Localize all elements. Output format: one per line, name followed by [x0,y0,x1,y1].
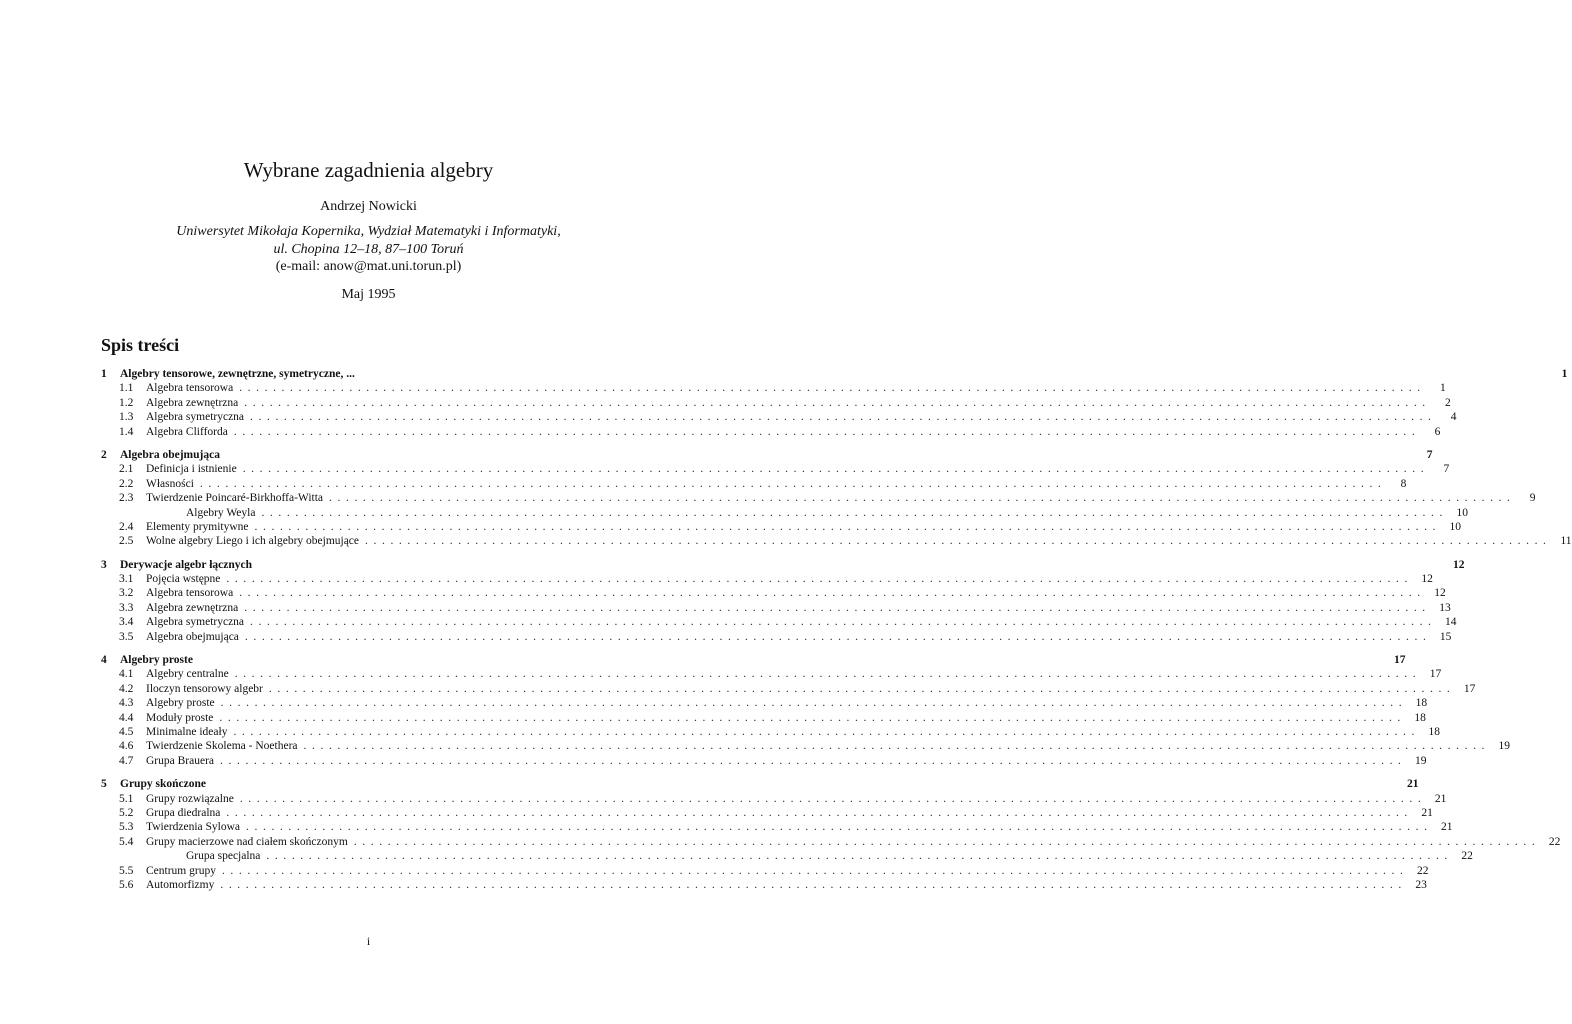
dot-leader: ............................................................................................................................................ [353,835,1541,848]
toc-entry-row[interactable] [101,711,1426,725]
table-of-contents [101,367,1572,892]
toc-page-number: 12 [1421,573,1433,586]
toc-page-number: 12 [1453,558,1465,571]
toc-entry-row[interactable] [101,425,1441,439]
toc-page-number: 14 [1445,616,1457,629]
toc-entry-number: 1.3 [119,411,134,424]
toc-entry-row[interactable] [101,739,1511,753]
toc-chapter-title: Algebra obejmująca [120,448,220,461]
author-name: Andrzej Nowicki [320,199,417,214]
toc-entry-row[interactable] [101,491,1536,505]
toc-page-number: 8 [1400,477,1407,490]
toc-entry-row[interactable] [101,506,1468,520]
toc-entry-row[interactable] [101,572,1433,586]
toc-page-number: 17 [1429,668,1442,681]
toc-page-number: 6 [1434,425,1441,438]
toc-entry-title: Algebra zewnętrzna [146,396,239,409]
toc-entry-title: Grupa diedralna [146,806,221,819]
toc-page-number: 21 [1441,821,1453,834]
toc-entry-number: 5.3 [119,821,134,834]
document-title: Wybrane zagadnienia algebry [243,158,494,182]
toc-entry-row[interactable] [101,835,1561,849]
toc-page-number: 1 [1561,368,1568,380]
toc-entry-title: Pojęcia wstępne [146,573,221,586]
toc-page-number: 17 [1463,682,1476,695]
toc-entry-row[interactable] [101,696,1428,710]
toc-entry-number: 4.2 [119,682,134,695]
toc-entry-number: 1.2 [119,396,134,409]
toc-page-number: 21 [1434,792,1447,805]
toc-page-number: 4 [1450,411,1457,424]
dot-leader: ............................................................................................................................................ [220,697,1408,710]
toc-entry-row[interactable] [101,462,1450,476]
toc-page-number: 18 [1428,725,1440,738]
toc-entry-row[interactable] [101,820,1453,834]
toc-entry-title: Elementy prymitywne [146,520,249,533]
dot-leader: ............................................................................................................................................ [329,492,1516,505]
dot-leader: ............................................................................................................................................ [250,411,1437,424]
toc-entry-title: Definicja i istnienie [146,463,237,476]
toc-entry-number: 1.1 [119,382,134,395]
dot-leader: ............................................................................................................................................ [254,520,1442,533]
toc-chapter-title: Derywacje algebr łącznych [120,558,252,571]
toc-entry-title: Algebra symetryczna [146,411,245,424]
toc-entry-row[interactable] [101,601,1451,615]
toc-chapter-number: 5 [101,778,107,791]
toc-chapter-row[interactable] [101,777,1419,791]
toc-entry-number: 3.5 [119,630,134,643]
dot-leader: ............................................................................................................................................ [226,806,1413,819]
toc-page-number: 18 [1415,697,1428,710]
toc-entry-number: 2.2 [119,477,134,490]
toc-entry-row[interactable] [101,381,1446,395]
toc-entry-row[interactable] [101,754,1427,768]
toc-entry-row[interactable] [101,520,1462,534]
toc-entry-row[interactable] [101,849,1473,863]
toc-entry-number: 3.1 [119,573,134,586]
toc-entry-row[interactable] [101,725,1440,739]
toc-entry-title: Wolne algebry Liego i ich algebry obejmujące [146,535,360,548]
toc-entry-title: Twierdzenie Poincaré-Birkhoffa-Witta [146,492,324,505]
toc-entry-row[interactable] [101,667,1442,681]
dot-leader: ............................................................................................................................................ [226,573,1413,586]
toc-entry-row[interactable] [101,410,1457,424]
toc-page-number: 15 [1439,630,1452,643]
toc-entry-row[interactable] [101,630,1452,644]
toc-entry-number: 5.6 [119,878,134,891]
toc-chapter-title: Algebry proste [120,654,193,667]
toc-entry-title: Algebra Clifforda [146,425,228,438]
toc-chapter-number: 3 [101,558,107,571]
dot-leader: ............................................................................................................................................ [239,587,1426,600]
dot-leader: ............................................................................................................................................ [219,711,1406,724]
toc-entry-title: Centrum grupy [146,864,216,877]
affiliation-line-1: Uniwersytet Mikołaja Kopernika, Wydział Matematyki i Informatyki, [176,224,561,239]
affiliation-line-2: ul. Chopina 12–18, 87–100 Toruń [273,242,464,257]
toc-chapter-row[interactable] [101,367,1568,381]
toc-page-number: 19 [1415,754,1427,767]
dot-leader: ............................................................................................................................................ [239,792,1427,805]
toc-entry-title: Algebry centralne [146,668,229,681]
toc-page-number: 23 [1415,878,1427,891]
toc-entry-row[interactable] [101,615,1457,629]
toc-entry-number: 2.4 [119,520,134,533]
toc-page-number: 17 [1393,654,1406,667]
dot-leader: ............................................................................................................................................ [244,630,1432,643]
toc-page-number: 13 [1439,601,1451,614]
toc-page-number: 19 [1498,740,1511,753]
toc-chapter-number: 2 [101,448,107,461]
publication-date: Maj 1995 [341,287,396,302]
toc-entry-title: Algebra symetryczna [146,616,245,629]
toc-page-number: 18 [1414,711,1426,724]
toc-entry-number: 2.1 [119,463,134,476]
toc-entry-number: 5.5 [119,864,134,877]
toc-entry-row[interactable] [101,477,1407,491]
toc-entry-number: 5.1 [119,792,134,805]
dot-leader: ............................................................................................................................................ [365,535,1552,548]
toc-page-number: 1 [1439,382,1446,395]
toc-entry-number: 3.4 [119,616,134,629]
toc-entry-title: Algebra zewnętrzna [146,601,239,614]
toc-entry-title: Algebry proste [146,697,215,710]
dot-leader: ............................................................................................................................................ [244,601,1431,614]
dot-leader: ............................................................................................................................................ [199,477,1387,490]
author-email: (e-mail: anow@mat.uni.torun.pl) [275,259,462,274]
toc-entry-row[interactable] [101,806,1433,820]
dot-leader: ............................................................................................................................................ [261,506,1448,519]
toc-entry-row[interactable] [101,682,1476,696]
toc-chapter-number: 1 [101,368,107,380]
dot-leader: ............................................................................................................................................ [220,754,1407,767]
toc-entry-title: Grupa specjalna [186,850,261,863]
dot-leader: ............................................................................................................................................ [233,725,1420,738]
dot-leader: ............................................................................................................................................ [234,668,1422,681]
toc-chapter [101,777,1561,892]
dot-leader: ............................................................................................................................................ [233,425,1421,438]
toc-page-number: 10 [1456,506,1468,519]
toc-page-number: 2 [1445,396,1451,409]
toc-chapter [101,448,1572,549]
toc-page-number: 9 [1529,492,1536,505]
toc-entry-number: 4.6 [119,740,134,753]
toc-entry-title: Iloczyn tensorowy algebr [146,682,263,695]
toc-chapter-row[interactable] [101,653,1406,667]
toc-entry-title: Algebra tensorowa [146,382,234,395]
toc-page-number: 22 [1548,835,1561,848]
toc-page-number: 10 [1449,520,1462,533]
dot-leader: ............................................................................................................................................ [266,850,1453,863]
toc-chapter [101,558,1465,644]
toc-entry-title: Grupy rozwiązalne [146,792,234,805]
toc-entry-number: 4.3 [119,697,134,710]
toc-chapter-row[interactable] [101,448,1433,462]
toc-entry-number: 4.1 [119,668,134,681]
toc-page-number: 7 [1443,463,1450,476]
toc-entry-title: Automorfizmy [146,878,215,891]
dot-leader: ............................................................................................................................................ [242,463,1430,476]
toc-heading: Spis treści [101,335,180,355]
toc-page-number: 21 [1421,806,1433,819]
dot-leader: ............................................................................................................................................ [268,682,1456,695]
toc-entry-row[interactable] [101,792,1447,806]
toc-entry-number: 4.5 [119,725,134,738]
toc-entry-row[interactable] [101,586,1446,600]
toc-entry-number: 4.4 [119,711,134,724]
toc-entry-title: Algebra tensorowa [146,587,234,600]
toc-page-number: 22 [1461,850,1473,863]
toc-entry-title: Grupy macierzowe nad ciałem skończonym [146,835,348,848]
dot-leader: ............................................................................................................................................ [246,821,1433,834]
toc-page-number: 7 [1426,448,1433,461]
dot-leader: ............................................................................................................................................ [239,382,1426,395]
toc-chapter-title: Grupy skończone [120,778,206,791]
dot-leader: ............................................................................................................................................ [303,740,1491,753]
toc-entry-title: Własności [146,477,194,490]
dot-leader: ............................................................................................................................................ [220,878,1407,891]
toc-page-number: 12 [1434,587,1446,600]
toc-entry-number: 2.5 [119,535,134,548]
toc-entry-title: Algebra obejmująca [146,630,239,643]
toc-chapter [101,653,1511,768]
toc-chapter [101,367,1568,439]
dot-leader: ............................................................................................................................................ [250,616,1437,629]
toc-page-number: 22 [1416,864,1429,877]
toc-entry-number: 5.4 [119,835,134,848]
page-number: i [366,934,371,948]
toc-chapter-title: Algebry tensorowe, zewnętrzne, symetryczne, ... [120,368,355,380]
dot-leader: ............................................................................................................................................ [221,864,1409,877]
toc-entry-row[interactable] [101,864,1429,878]
toc-entry-number: 3.2 [119,587,134,600]
toc-entry-title: Twierdzenia Sylowa [146,821,241,834]
toc-entry-row[interactable] [101,534,1572,548]
toc-chapter-row[interactable] [101,558,1465,572]
toc-entry-number: 2.3 [119,492,134,505]
toc-entry-number: 5.2 [119,806,134,819]
toc-entry-number: 4.7 [119,754,134,767]
toc-entry-row[interactable] [101,396,1451,410]
toc-page-number: 21 [1406,778,1419,791]
toc-entry-row[interactable] [101,878,1427,892]
toc-entry-title: Minimalne ideały [146,725,228,738]
toc-chapter-number: 4 [101,654,107,667]
toc-entry-number: 3.3 [119,601,134,614]
toc-entry-number: 1.4 [119,425,134,438]
toc-entry-title: Grupa Brauera [146,754,215,767]
toc-page-number: 11 [1560,535,1572,548]
dot-leader: ............................................................................................................................................ [244,396,1431,409]
toc-entry-title: Algebry Weyla [186,506,256,519]
toc-entry-title: Twierdzenie Skolema - Noethera [146,740,298,753]
toc-entry-title: Moduły proste [146,711,214,724]
